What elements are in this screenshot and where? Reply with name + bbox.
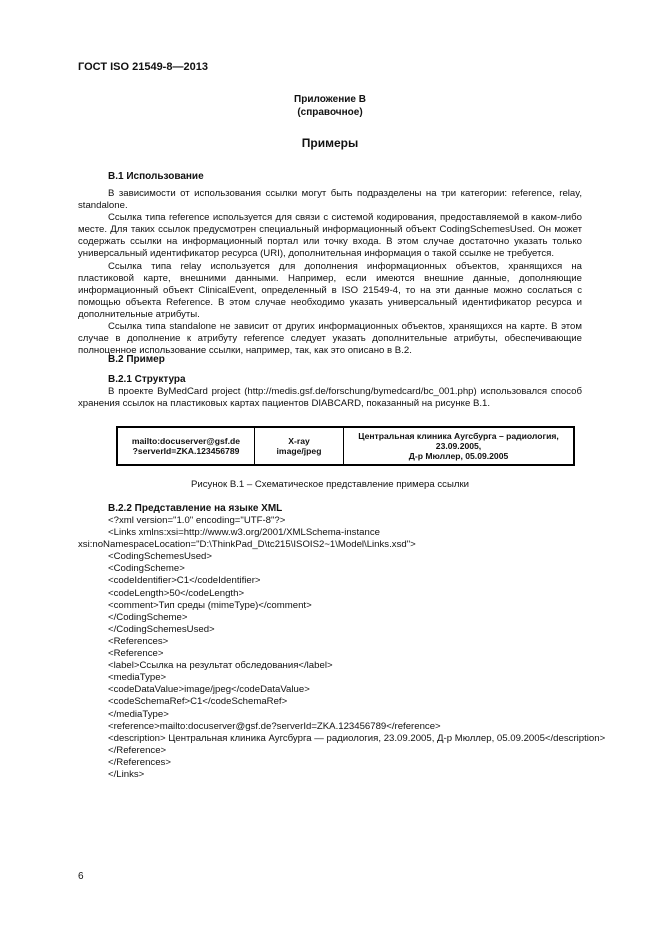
figure-cell-description [344, 427, 575, 465]
figure-text: Центральная клиника Аугсбурга – радиология, [358, 431, 559, 441]
xml-line: <?xml version="1.0" encoding="UTF-8"?> [108, 515, 286, 526]
xml-line: <codeSchemaRef>C1</codeSchemaRef> [108, 696, 288, 708]
document-header: ГОСТ ISO 21549-8—2013 [78, 61, 208, 73]
paragraph: В проекте ByMedCard project (http://medis.gsf.de/forschung/bymedcard/bc_001.php) использовался способ хранения ссылок на пластиковых картах пациентов DIABCARD, показанный на рисунке В.1. [78, 386, 582, 410]
xml-line: </CodingSchemesUsed> [108, 623, 215, 635]
paragraph: Ссылка типа standalone не зависит от других информационных объектов, хранящихся на карте. В этом случае в дополнение к атрибуту reference следует указать дополнительные атрибуты, обеспечивающие полноценное использование ссылки, например, так, как это описано в В.2. [78, 321, 582, 357]
paragraph: В зависимости от использования ссылки могут быть подразделены на три категории: reference, relay, standalone. [78, 188, 582, 212]
xml-line: xsi:noNamespaceLocation="D:\ThinkPad_D\tc215\ISOIS2~1\Model\Links.xsd"> [78, 539, 416, 551]
xml-line: <codeDataValue>image/jpeg</codeDataValue> [108, 684, 310, 696]
xml-line: <mediaType> [108, 672, 167, 684]
paragraph: Ссылка типа reference используется для связи с системой кодирования, предоставляемой в каком-либо месте. Для таких ссылок предусмотрен специальный информационный объект CodingSchemesUsed. Он может содержать ссылки на информационный портал или точку входа. В этом случае достаточно указать только универсальный идентификатор ресурса (URI), дополнительная информация о такой ссылке не требуется. [78, 212, 582, 260]
xml-line: </Reference> [108, 744, 167, 756]
figure-cell-uri [117, 427, 255, 465]
section-b1-body [78, 188, 582, 357]
section-b21-body [78, 386, 582, 410]
xml-line: <Links xmlns:xsi=http://www.w3.org/2001/XMLSchema-instance [108, 527, 380, 539]
xml-line: <reference>mailto:docuserver@gsf.de?serverId=ZKA.123456789</reference> [108, 720, 441, 732]
xml-line: <CodingSchemesUsed> [108, 551, 212, 563]
xml-line: </Links> [108, 768, 145, 780]
xml-line: <Reference> [108, 648, 164, 660]
figure-text: ?serverId=ZKA.123456789 [132, 446, 240, 456]
figure-b1-table [116, 426, 575, 466]
figure-text: mailto:docuserver@gsf.de [131, 436, 241, 446]
page-number: 6 [78, 871, 84, 882]
appendix-title: Приложение В [294, 94, 366, 105]
xml-line: </References> [108, 756, 171, 768]
xml-line: </CodingScheme> [108, 611, 188, 623]
section-b1-heading: В.1 Использование [108, 171, 204, 182]
figure-text: Д-р Мюллер, 05.09.2005 [408, 451, 509, 461]
xml-line: <description> Центральная клиника Аугсбурга — радиология, 23.09.2005, Д-р Мюллер, 05.09.2005</description> [108, 732, 606, 744]
section-b2-heading: В.2 Пример [108, 354, 165, 365]
section-b21-heading: В.2.1 Структура [108, 374, 186, 385]
paragraph: Ссылка типа relay используется для дополнения информационных объектов, хранящихся на пластиковой карте, внешними данными. Например, если имеются внешние данные, дополняющие информационный объект ClinicalEvent, определенный в ISO 21549-4, то на эти данные можно сослаться с помощью объекта Reference. В этом случае необходимо указать универсальный идентификатор ресурса и дополнительные атрибуты. [78, 260, 582, 320]
figure-text: X-ray [288, 436, 310, 446]
section-b22-heading: В.2.2 Представление на языке XML [108, 503, 283, 514]
xml-line: <CodingScheme> [108, 563, 185, 575]
xml-line: <label>Ссылка на результат обследования</label> [108, 660, 333, 672]
xml-line: <comment>Тип среды (mimeType)</comment> [108, 599, 312, 611]
xml-line: <codeIdentifier>C1</codeIdentifier> [108, 575, 261, 587]
figure-cell-media [255, 427, 344, 465]
appendix-subtitle: (справочное) [297, 107, 363, 118]
xml-line: </mediaType> [108, 708, 169, 720]
figure-text: image/jpeg [276, 446, 322, 456]
xml-line: <References> [108, 635, 169, 647]
xml-line: <codeLength>50</codeLength> [108, 587, 245, 599]
appendix-heading: Примеры [301, 136, 359, 150]
xml-code-block [78, 515, 606, 781]
figure-text: 23.09.2005, [435, 441, 482, 451]
figure-caption: Рисунок В.1 – Схематическое представление примера ссылки [190, 479, 470, 490]
